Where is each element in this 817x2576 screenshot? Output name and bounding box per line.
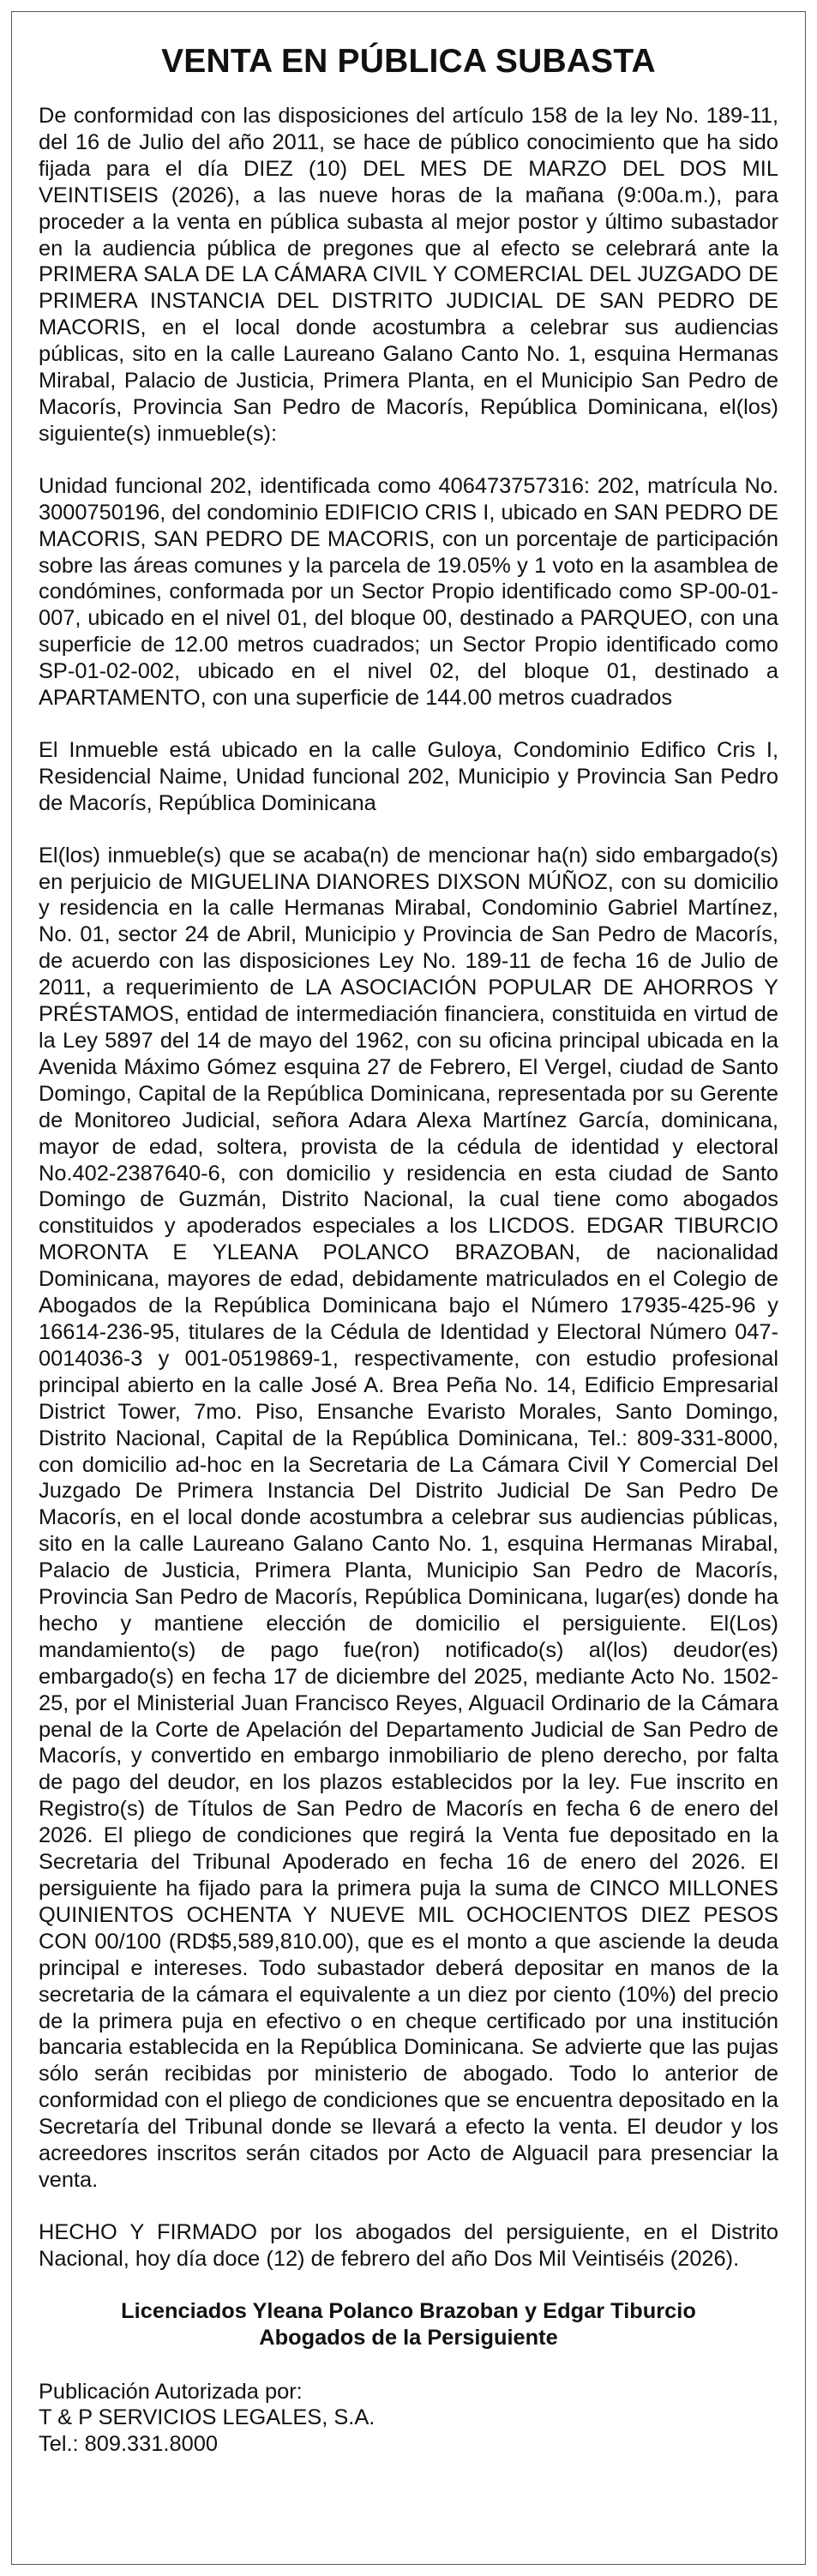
publisher-phone: Tel.: 809.331.8000 — [39, 2432, 218, 2457]
notice-title: VENTA EN PÚBLICA SUBASTA — [161, 43, 656, 80]
lawyers-role: Abogados de la Persiguiente — [259, 2325, 558, 2350]
legal-notice — [11, 11, 806, 2565]
lawyers-signature-block — [39, 2298, 778, 2351]
auction-announcement-paragraph: De conformidad con las disposiciones del artículo 158 de la ley No. 189-11, del 16 de Julio del año 2011, se hace de público conocimiento que ha sido fijada para el día DIEZ (10) DEL MES DE MARZO DEL DOS MIL VEINTISEIS (2026), a las nueve horas de la mañana (9:00a.m.), para proceder a la venta en pública subasta al mejor postor y último subastador en la audiencia pública de pregones que al efecto se celebrará ante la PRIMERA SALA DE LA CÁMARA CIVIL Y COMERCIAL DEL JUZGADO DE PRIMERA INSTANCIA DEL DISTRITO JUDICIAL DE SAN PEDRO DE MACORIS, en el local donde acostumbra a celebrar sus audiencias públicas, sito en la calle Laureano Galano Canto No. 1, esquina Hermanas Mirabal, Palacio de Justicia, Primera Planta, en el Municipio San Pedro de Macorís, Provincia San Pedro de Macorís, República Dominicana, el(los) siguiente(s) inmueble(s): — [39, 104, 778, 446]
publication-authorized-label: Publicación Autorizada por: — [39, 2379, 303, 2404]
property-location-paragraph: El Inmueble está ubicado en la calle Guloya, Condominio Edifico Cris I, Residencial Naime, Unidad funcional 202, Municipio y Provincia San Pedro de Macorís, República Dominicana — [39, 737, 778, 815]
property-description-paragraph: Unidad funcional 202, identificada como 406473757316: 202, matrícula No. 3000750196, del condominio EDIFICIO CRIS I, ubicado en SAN PEDRO DE MACORIS, SAN PEDRO DE MACORIS, con un porcentaje de participación sobre las áreas comunes y la parcela de 19.05% y 1 voto en la asamblea de condómines, conformada por un Sector Propio identificado como SP-00-01-007, ubicado en el nivel 01, del bloque 00, destinado a PARQUEO, con una superficie de 12.00 metros cuadrados; un Sector Propio identificado como SP-01-02-002, ubicado en el nivel 02, del bloque 01, destinado a APARTAMENTO, con una superficie de 144.00 metros cuadrados — [39, 473, 778, 711]
publisher-company-name: T & P SERVICIOS LEGALES, S.A. — [39, 2405, 375, 2430]
seizure-details-paragraph: El(los) inmueble(s) que se acaba(n) de mencionar ha(n) sido embargado(s) en perjuicio de MIGUELINA DIANORES DIXSON MÚÑOZ, con su domicilio y residencia en la calle Hermanas Mirabal, Condominio Gabriel Martínez, No. 01, sector 24 de Abril, Municipio y Provincia de San Pedro de Macorís, de acuerdo con las disposiciones Ley No. 189-11 de fecha 16 de Julio de 2011, a requerimiento de LA ASOCIACIÓN POPULAR DE AHORROS Y PRÉSTAMOS, entidad de intermediación financiera, constituida en virtud de la Ley 5897 del 14 de mayo del 1962, con su oficina principal ubicada en la Avenida Máximo Gómez esquina 27 de Febrero, El Vergel, ciudad de Santo Domingo, Capital de la República Dominicana, representada por su Gerente de Monitoreo Judicial, señora Adara Alexa Martínez García, dominicana, mayor de edad, soltera, provista de la cédula de identidad y electoral No.402-2387640-6, con domicilio y residencia en esta ciudad de Santo Domingo de Guzmán, Distrito Nacional, la cual tiene como abogados constituidos y apoderados especiales a los LICDOS. EDGAR TIBURCIO MORONTA E YLEANA POLANCO BRAZOBAN, de nacionalidad Dominicana, mayores de edad, debidamente matriculados en el Colegio de Abogados de la República Dominicana bajo el Número 17935-425-96 y 16614-236-95, titulares de la Cédula de Identidad y Electoral Número 047-0014036-3 y 001-0519869-1, respectivamente, con estudio profesional principal abierto en la calle José A. Brea Peña No. 14, Edificio Empresarial District Tower, 7mo. Piso, Ensanche Evaristo Morales, Santo Domingo, Distrito Nacional, Capital de la República Dominicana, Tel.: 809-331-8000, con domicilio ad-hoc en la Secretaria de La Cámara Civil Y Comercial Del Juzgado De Primera Instancia Del Distrito Judicial De San Pedro De Macorís, en el local donde acostumbra a celebrar sus audiencias públicas, sito en la calle Laureano Galano Canto No. 1, esquina Hermanas Mirabal, Palacio de Justicia, Primera Planta, Municipio San Pedro de Macorís, Provincia San Pedro de Macorís, República Dominicana, lugar(es) donde ha hecho y mantiene elección de domicilio el persiguiente. El(Los) mandamiento(s) de pago fue(ron) notificado(s) al(los) deudor(es) embargado(s) en fecha 17 de diciembre del 2025, mediante Acto No. 1502-25, por el Ministerial Juan Francisco Reyes, Alguacil Ordinario de la Cámara penal de la Corte de Apelación del Departamento Judicial de San Pedro de Macorís, y convertido en embargo inmobiliario de pleno derecho, por falta de pago del deudor, en los plazos establecidos por la ley. Fue inscrito en Registro(s) de Títulos de San Pedro de Macorís en fecha 6 de enero del 2026. El pliego de condiciones que regirá la Venta fue depositado en la Secretaria del Tribunal Apoderado en fecha 16 de enero del 2026. El persiguiente ha fijado para la primera puja la suma de CINCO MILLONES QUINIENTOS OCHENTA Y NUEVE MIL OCHOCIENTOS DIEZ PESOS CON 00/100 (RD$5,589,810.00), que es el monto a que asciende la deuda principal e intereses. Todo subastador deberá depositar en manos de la secretaria de la cámara el equivalente a un diez por ciento (10%) del precio de la primera puja en efectivo o en cheque certificado por una institución bancaria establecida en la República Dominicana. Se advierte que las pujas sólo serán recibidas por ministerio de abogado. Todo lo anterior de conformidad con el pliego de condiciones que se encuentra depositado en la Secretaría del Tribunal donde se llevará a efecto la venta. El deudor y los acreedores inscritos serán citados por Acto de Alguacil para presenciar la venta. — [39, 843, 778, 2192]
lawyers-names: Licenciados Yleana Polanco Brazoban y Edgar Tiburcio — [121, 2298, 696, 2323]
publication-footer — [39, 2379, 778, 2459]
signing-statement-paragraph: HECHO Y FIRMADO por los abogados del persiguiente, en el Distrito Nacional, hoy día doce (12) de febrero del año Dos Mil Veintiséis (2026). — [39, 2219, 778, 2271]
